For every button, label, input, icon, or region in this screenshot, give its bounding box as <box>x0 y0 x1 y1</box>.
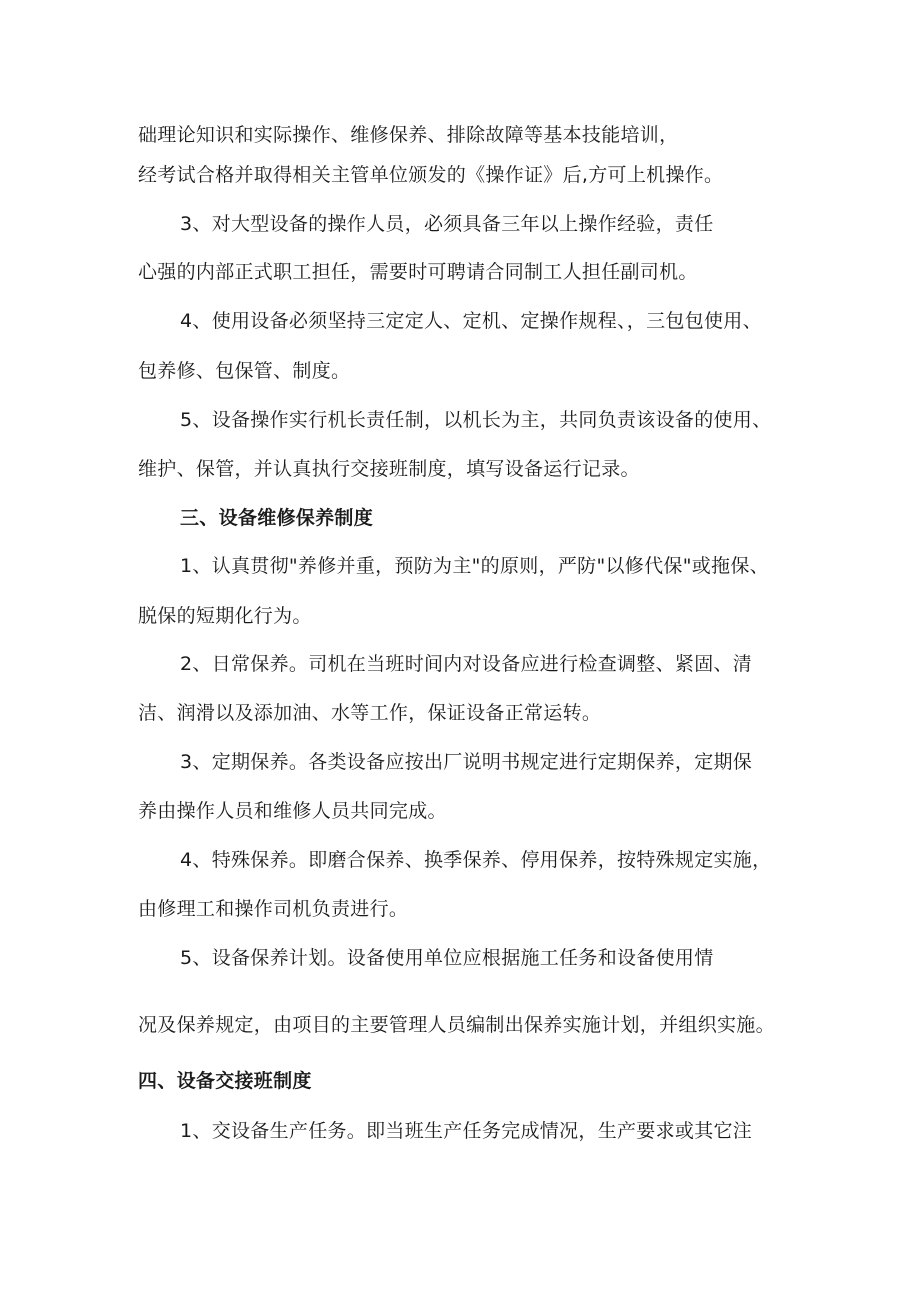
text-line: 5、设备操作实行机长责任制，以机长为主，共同负责该设备的使用、 <box>180 409 772 431</box>
text-line: 3、定期保养。各类设备应按出厂说明书规定进行定期保养，定期保 <box>180 751 753 773</box>
section-heading: 四、设备交接班制度 <box>138 1070 312 1092</box>
text-line: 3、对大型设备的操作人员，必须具备三年以上操作经验，责任 <box>180 213 714 235</box>
text-line: 维护、保管，并认真执行交接班制度，填写设备运行记录。 <box>138 458 640 480</box>
text-line: 5、设备保养计划。设备使用单位应根据施工任务和设备使用情 <box>180 947 714 969</box>
text-line: 况及保养规定，由项目的主要管理人员编制出保养实施计划，并组织实施。 <box>138 1014 775 1036</box>
text-line: 2、日常保养。司机在当班时间内对设备应进行检查调整、紧固、清 <box>180 653 753 675</box>
text-line: 心强的内部正式职工担任，需要时可聘请合同制工人担任副司机。 <box>138 261 698 283</box>
text-line: 础理论知识和实际操作、维修保养、排除故障等基本技能培训， <box>138 124 679 146</box>
text-line: 洁、润滑以及添加油、水等工作，保证设备正常运转。 <box>138 702 602 724</box>
text-line: 1、交设备生产任务。即当班生产任务完成情况，生产要求或其它注 <box>180 1120 753 1142</box>
section-heading: 三、设备维修保养制度 <box>180 507 374 529</box>
text-line: 1、认真贯彻"养修并重，预防为主"的原则，严防"以修代保"或拖保、 <box>180 555 769 577</box>
text-line: 包养修、包保管、制度。 <box>138 360 351 382</box>
text-line: 脱保的短期化行为。 <box>138 605 312 627</box>
text-line: 养由操作人员和维修人员共同完成。 <box>138 800 447 822</box>
text-line: 经考试合格并取得相关主管单位颁发的《操作证》后,方可上机操作。 <box>138 164 724 186</box>
text-line: 4、特殊保养。即磨合保养、换季保养、停用保养，按特殊规定实施， <box>180 849 772 871</box>
text-line: 4、使用设备必须坚持三定定人、定机、定操作规程、，三包包使用、 <box>180 310 762 332</box>
text-line: 由修理工和操作司机负责进行。 <box>138 898 409 920</box>
